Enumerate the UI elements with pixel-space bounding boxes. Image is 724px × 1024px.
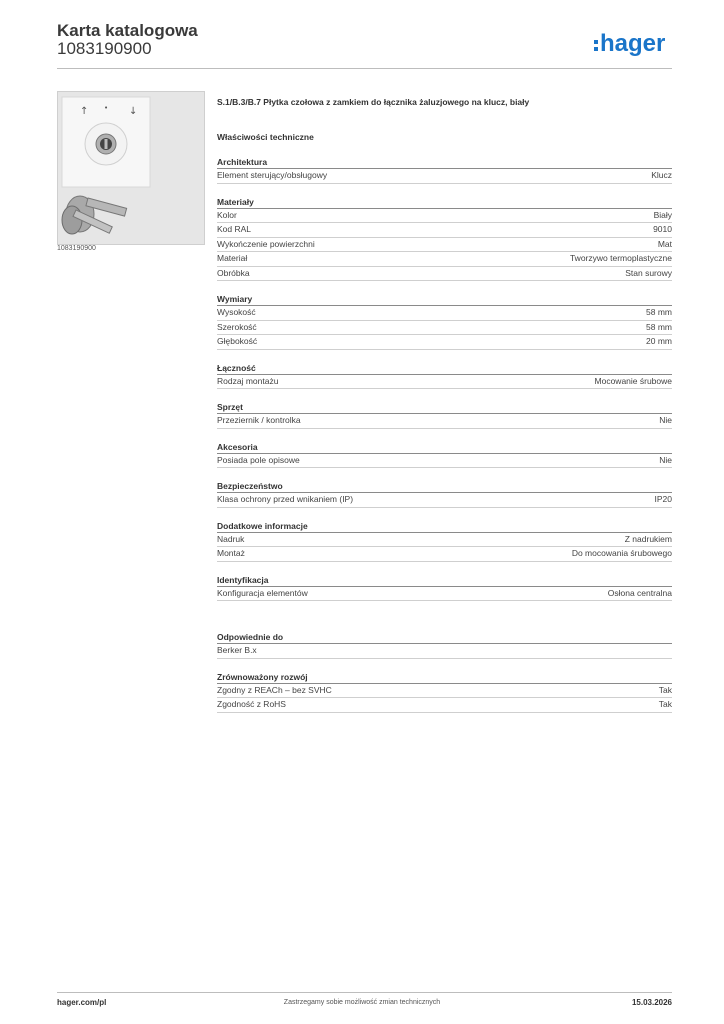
spec-row (217, 493, 672, 508)
spec-row (217, 454, 672, 469)
spec-value: 58 mm (646, 321, 672, 332)
spec-row (217, 684, 672, 699)
image-caption: 1083190900 (57, 245, 96, 252)
footer-divider (57, 992, 672, 993)
spec-section (217, 631, 672, 659)
spec-value: IP20 (654, 494, 672, 504)
spec-row (217, 238, 672, 253)
spec-value: Tak (658, 684, 672, 695)
hager-logo[interactable] (592, 27, 674, 57)
spec-label: Głębokość (217, 336, 258, 346)
spec-section (217, 401, 672, 429)
footer-date: 15.03.2026 (631, 998, 672, 1007)
spec-row (217, 223, 672, 238)
spec-section (217, 574, 672, 602)
spec-value: 20 mm (646, 336, 672, 346)
product-image (57, 91, 205, 245)
spec-row (217, 587, 672, 602)
spec-label: Kod RAL (217, 224, 252, 234)
spec-row (217, 698, 672, 713)
spec-label: Klasa ochrony przed wnikaniem (IP) (217, 494, 354, 504)
spec-section (217, 196, 672, 282)
spec-row (217, 306, 672, 321)
spec-value: Mocowanie śrubowe (594, 375, 672, 386)
spec-value: 58 mm (646, 307, 672, 317)
spec-value: Klucz (651, 170, 672, 180)
section-title: Identyfikacja (217, 574, 672, 587)
spec-row (217, 547, 672, 562)
spec-label: Wysokość (217, 307, 256, 317)
svg-text:↑: ↑ (80, 106, 89, 117)
section-title: Architektura (217, 156, 672, 169)
spec-label: Konfiguracja elementów (217, 587, 308, 598)
header-divider (57, 68, 672, 69)
spec-row (217, 335, 672, 350)
spec-label: Rodzaj montażu (217, 375, 279, 386)
spec-label: Zgodność z RoHS (217, 699, 286, 709)
spec-value: Nie (659, 415, 672, 425)
section-title: Sprzęt (217, 401, 672, 414)
spec-value: Tworzywo termoplastyczne (569, 253, 672, 263)
spec-row (217, 169, 672, 184)
spec-label: Przeziernik / kontrolka (217, 415, 301, 425)
spec-label: Wykończenie powierzchni (217, 238, 315, 249)
svg-text:•: • (104, 104, 109, 112)
spec-row (217, 209, 672, 224)
section-title: Łączność (217, 362, 672, 375)
spec-value: Nie (659, 454, 672, 465)
footer-website[interactable]: hager.com/pl (57, 998, 107, 1007)
section-title: Odpowiednie do (217, 631, 672, 644)
spec-value: Do mocowania śrubowego (571, 548, 672, 558)
section-title: Zrównoważony rozwój (217, 671, 672, 684)
spec-label: Posiada pole opisowe (217, 454, 300, 465)
section-title: Akcesoria (217, 441, 672, 454)
spec-row (217, 414, 672, 429)
spec-value: Z nadrukiem (624, 533, 672, 544)
spec-label: Obróbka (217, 267, 250, 278)
spec-value: Biały (653, 209, 672, 220)
spec-value: Tak (658, 699, 672, 709)
logo-text: hager (600, 30, 666, 57)
spec-section (217, 156, 672, 184)
spec-section (217, 480, 672, 508)
spec-sheet (217, 95, 672, 713)
spec-section (217, 293, 672, 350)
section-title: Wymiary (217, 293, 672, 306)
section-title: Materiały (217, 196, 672, 209)
spec-row (217, 533, 672, 548)
spec-section (217, 671, 672, 713)
spec-section (217, 520, 672, 562)
product-code: 1083190900 (57, 39, 152, 58)
spec-row (217, 252, 672, 267)
spec-row (217, 375, 672, 390)
spec-row (217, 267, 672, 282)
spec-label: Element sterujący/obsługowy (217, 170, 328, 180)
spec-label: Nadruk (217, 533, 245, 544)
spec-value: Stan surowy (625, 267, 672, 278)
technical-properties-heading: Właściwości techniczne (217, 132, 314, 142)
section-title: Bezpieczeństwo (217, 480, 672, 493)
spec-label: Berker B.x (217, 645, 257, 655)
product-title: S.1/B.3/B.7 Płytka czołowa z zamkiem do łącznika żaluzjowego na klucz, biały (217, 97, 530, 107)
page-title: Karta katalogowa (57, 21, 198, 40)
spec-sections (217, 156, 672, 713)
spec-section (217, 362, 672, 390)
spec-value: Mat (657, 238, 672, 249)
footer-disclaimer: Zastrzegamy sobie możliwość zmian technicznych (283, 999, 441, 1006)
spec-label: Materiał (217, 253, 248, 263)
spec-label: Kolor (217, 209, 237, 220)
spec-label: Montaż (217, 548, 245, 558)
spec-value: 9010 (653, 224, 672, 234)
spec-label: Szerokość (217, 321, 257, 332)
svg-text:↓: ↓ (129, 106, 138, 117)
spec-value: Osłona centralna (607, 587, 672, 598)
section-title: Dodatkowe informacje (217, 520, 672, 533)
spec-section (217, 441, 672, 469)
spec-row (217, 321, 672, 336)
spec-row (217, 644, 672, 659)
spec-label: Zgodny z REACh – bez SVHC (217, 684, 332, 695)
